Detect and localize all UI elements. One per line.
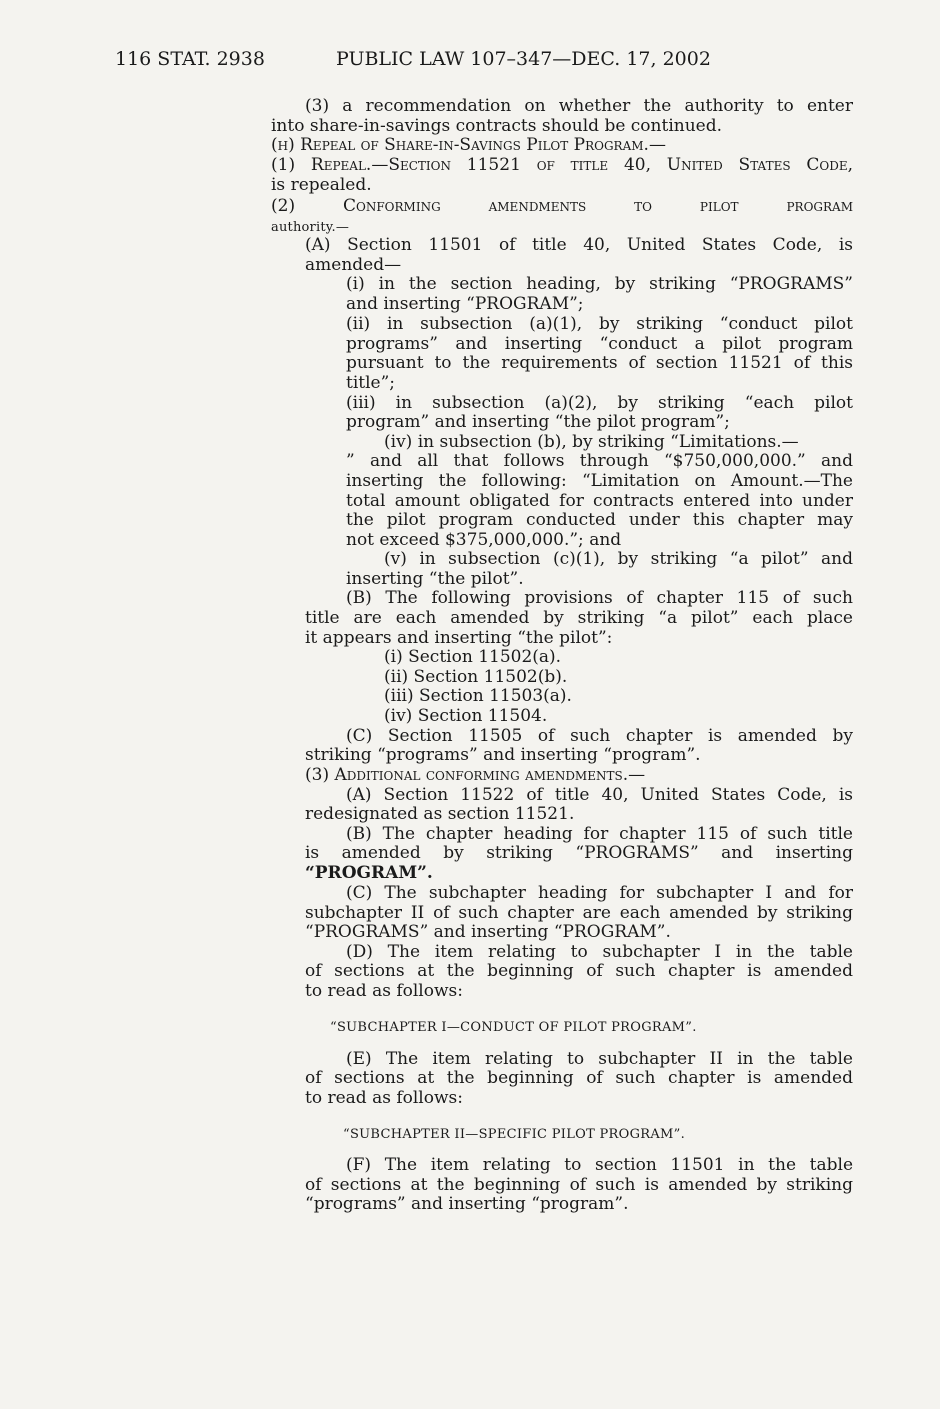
text-line: program” and inserting “the pilot program”;	[346, 412, 730, 432]
text-line: striking “programs” and inserting “program”.	[305, 745, 701, 765]
quoted-table-item: “SUBCHAPTER II—SPECIFIC PILOT PROGRAM”.	[343, 1127, 686, 1142]
text-line: (A) Section 11501 of title 40, United States Code, is	[305, 235, 853, 255]
text-line: programs” and inserting “conduct a pilot program	[346, 334, 853, 354]
text-line: (v) in subsection (c)(1), by striking “a pilot” and	[384, 549, 853, 569]
text-line: “PROGRAMS” and inserting “PROGRAM”.	[305, 922, 671, 942]
text-line: is amended by striking “PROGRAMS” and inserting	[305, 843, 853, 863]
text-line: (iii) in subsection (a)(2), by striking “each pilot	[346, 393, 853, 413]
text-line: (iv) in subsection (b), by striking “Limitations.—	[384, 432, 799, 452]
text-line: (B) The chapter heading for chapter 115 of such title	[346, 824, 853, 844]
text-line: (C) The subchapter heading for subchapter I and for	[346, 883, 853, 903]
list-item: (ii) Section 11502(b).	[384, 667, 568, 687]
text-line: (B) The following provisions of chapter 115 of such	[346, 588, 853, 608]
quoted-table-item: “SUBCHAPTER I—CONDUCT OF PILOT PROGRAM”.	[330, 1020, 697, 1035]
text-line: to read as follows:	[305, 1088, 463, 1108]
text-line: title”;	[346, 373, 396, 393]
subsection-heading: authority.—	[271, 220, 350, 235]
text-line: pursuant to the requirements of section 11521 of this	[346, 353, 853, 373]
list-item: (iv) Section 11504.	[384, 706, 548, 726]
text-line: of sections at the beginning of such chapter is amended	[305, 961, 853, 981]
list-item: (iii) Section 11503(a).	[384, 686, 572, 706]
text-line: of sections at the beginning of such is amended by striking	[305, 1175, 853, 1195]
text-line: is repealed.	[271, 175, 372, 195]
text-line: (i) in the section heading, by striking “PROGRAMS”	[346, 274, 853, 294]
subsection-heading: (3) Additional conforming amendments.—	[305, 765, 646, 785]
text-line: it appears and inserting “the pilot”:	[305, 628, 613, 648]
text-line: subchapter II of such chapter are each amended by striking	[305, 903, 853, 923]
text-line: into share-in-savings contracts should be continued.	[271, 116, 723, 136]
text-line: (A) Section 11522 of title 40, United States Code, is	[346, 785, 853, 805]
page-reference: 116 STAT. 2938	[115, 48, 265, 70]
law-title: PUBLIC LAW 107–347—DEC. 17, 2002	[336, 48, 711, 70]
text-line: “programs” and inserting “program”.	[305, 1194, 629, 1214]
subsection-heading: (2) Conforming amendments to pilot program	[271, 196, 853, 216]
text-line: (C) Section 11505 of such chapter is amended by	[346, 726, 853, 746]
text-line: (E) The item relating to subchapter II in the table	[346, 1049, 853, 1069]
text-line: to read as follows:	[305, 981, 463, 1001]
text-line: and inserting “PROGRAM”;	[346, 294, 584, 314]
text-line: total amount obligated for contracts entered into under	[346, 491, 853, 511]
text-line: (D) The item relating to subchapter I in the table	[346, 942, 853, 962]
text-line: of sections at the beginning of such chapter is amended	[305, 1068, 853, 1088]
text-line: ” and all that follows through “$750,000,000.” and	[346, 451, 853, 471]
text-line: (F) The item relating to section 11501 in the table	[346, 1155, 853, 1175]
text-line	[271, 155, 853, 175]
text-line: the pilot program conducted under this chapter may	[346, 510, 853, 530]
section-heading: (h) Repeal of Share-in-Savings Pilot Program.—	[271, 135, 666, 155]
text-line: amended—	[305, 255, 402, 275]
text-line: inserting the following: “Limitation on Amount.—The	[346, 471, 853, 491]
text-line: redesignated as section 11521.	[305, 804, 575, 824]
list-item: (i) Section 11502(a).	[384, 647, 562, 667]
text-line: (3) a recommendation on whether the authority to enter	[305, 96, 853, 116]
text-line: “PROGRAM”.	[305, 863, 433, 883]
text-line: not exceed $375,000,000.”; and	[346, 530, 622, 550]
text-line: inserting “the pilot”.	[346, 569, 524, 589]
text-line: title are each amended by striking “a pilot” each place	[305, 608, 853, 628]
text-line: (ii) in subsection (a)(1), by striking “conduct pilot	[346, 314, 853, 334]
text-line: (1) Repeal.—Section 11521 of title 40, United States Code,	[271, 155, 853, 175]
